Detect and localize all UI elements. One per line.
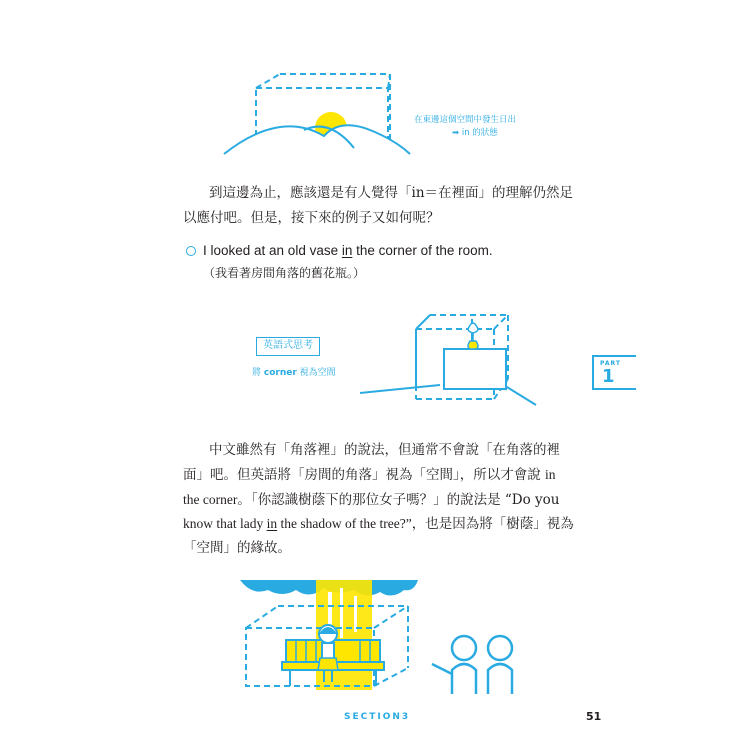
paragraph2-line4-en-after: the shadow of the tree?” bbox=[277, 516, 412, 531]
figure2-caption-bold: corner bbox=[263, 368, 297, 378]
figure2-caption-prefix: 將 bbox=[252, 368, 264, 378]
example-bullet-icon bbox=[186, 246, 196, 256]
footer-section-label: SECTION3 bbox=[344, 712, 411, 722]
paragraph2-line4 bbox=[183, 512, 574, 532]
right-arrow-icon: ➡ bbox=[452, 128, 460, 138]
english-thinking-label-box bbox=[256, 337, 320, 356]
figure2-caption-suffix: 視為空間 bbox=[296, 368, 336, 378]
part-tab-number: 1 bbox=[602, 366, 615, 387]
tree-shadow-illustration bbox=[236, 578, 526, 696]
paragraph2-line4-en-underlined: in bbox=[266, 516, 278, 531]
paragraph2-line2 bbox=[183, 463, 556, 483]
paragraph2-line5: 「空間」的緣故。 bbox=[183, 540, 291, 556]
example-en-underlined: in bbox=[341, 243, 353, 258]
figure2-caption bbox=[252, 365, 336, 378]
example-sentence-en bbox=[203, 243, 493, 258]
corner-vase-illustration bbox=[360, 305, 540, 415]
paragraph2-line4-en-before: know that lady bbox=[183, 516, 267, 531]
paragraph2-line4-text: ，也是因為將「樹蔭」視為 bbox=[411, 516, 574, 532]
page-number: 51 bbox=[586, 710, 602, 723]
example-en-after: the corner of the room. bbox=[352, 243, 493, 258]
paragraph1-line1: 到這邊為止，應該還是有人覺得「in＝在裡面」的理解仍然足 bbox=[209, 185, 574, 201]
paragraph2-line2-en: in bbox=[545, 467, 556, 482]
figure1-caption-line2 bbox=[452, 126, 498, 138]
figure1-caption-line1: 在東邊這個空間中發生日出 bbox=[414, 115, 517, 125]
example-en-before: I looked at an old vase bbox=[203, 243, 342, 258]
figure1-caption-line2-text: in 的狀態 bbox=[461, 128, 498, 138]
paragraph2-line3-text: 。「你認識樹蔭下的那位女子嗎？」的說法是 “Do you bbox=[237, 492, 560, 508]
paragraph2-line3-en: the corner bbox=[183, 492, 238, 507]
paragraph2-line1: 中文雖然有「角落裡」的說法，但通常不會說「在角落的裡 bbox=[209, 442, 560, 458]
paragraph2-line2-text: 面」吧。但英語將「房間的角落」視為「空間」，所以才會說 bbox=[183, 467, 546, 483]
part-tab bbox=[592, 355, 636, 390]
english-thinking-label: 英語式思考 bbox=[263, 340, 313, 351]
paragraph2-line3 bbox=[183, 488, 559, 508]
paragraph1-line2: 以應付吧。但是，接下來的例子又如何呢？ bbox=[183, 210, 440, 226]
sunrise-illustration bbox=[220, 70, 420, 160]
part-tab-label: PART bbox=[600, 360, 621, 367]
example-sentence-zh: （我看著房間角落的舊花瓶。） bbox=[203, 266, 366, 280]
